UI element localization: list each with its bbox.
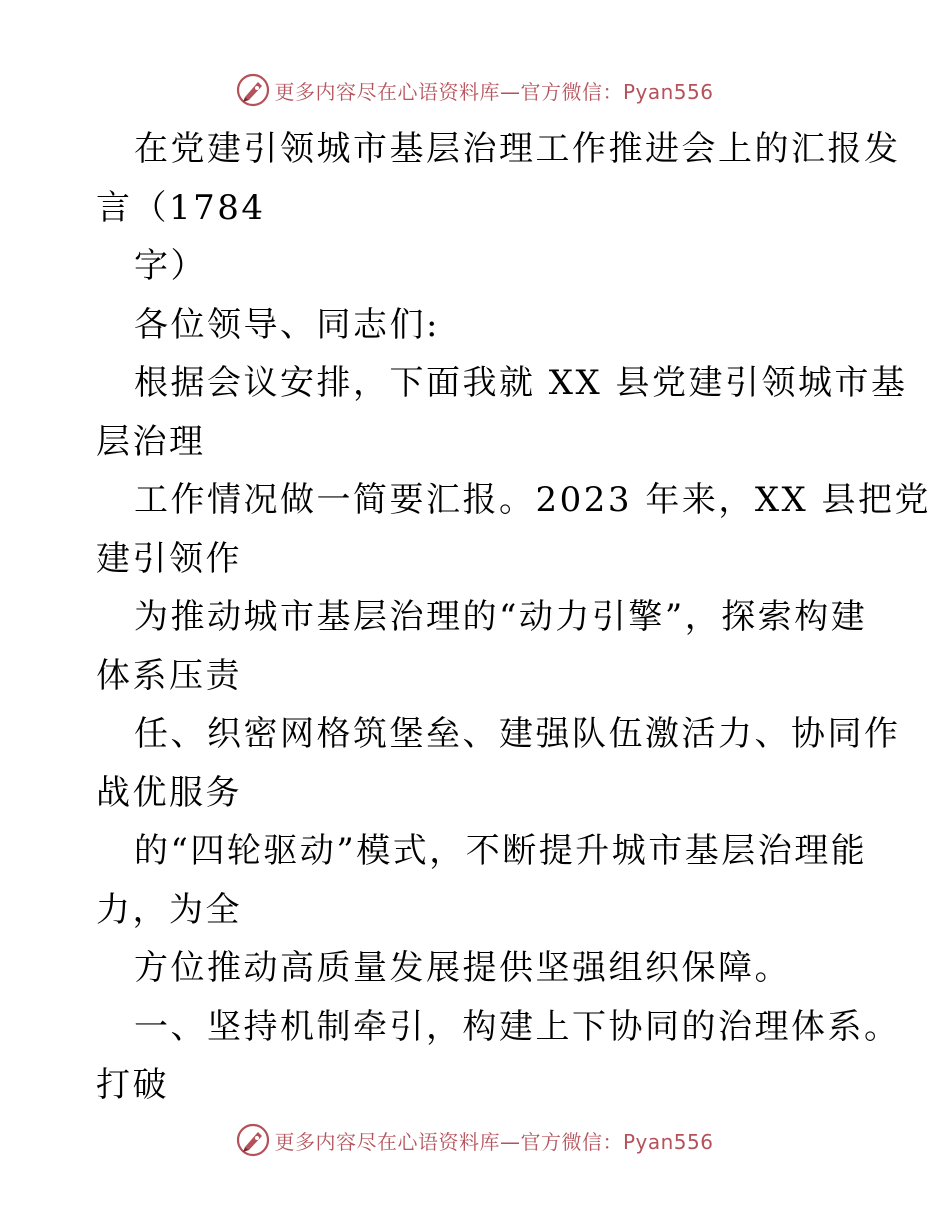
paragraph-line: 工作情况做一简要汇报。2023 年来，XX 县把党 bbox=[134, 480, 932, 520]
paragraph-line: 力，为全 bbox=[96, 889, 242, 930]
paragraph-line: 方位推动高质量发展提供坚强组织保障。 bbox=[134, 948, 791, 988]
paragraph-line: 的“四轮驱动”模式，不断提升城市基层治理能 bbox=[134, 831, 868, 871]
paragraph-line: 战优服务 bbox=[96, 772, 242, 813]
title-line-2: 言（1784 bbox=[96, 187, 266, 228]
document-body bbox=[96, 120, 932, 1115]
paragraph-line: 层治理 bbox=[96, 421, 206, 462]
paragraph-line: 根据会议安排，下面我就 XX 县党建引领城市基 bbox=[134, 363, 908, 403]
title-line-1: 在党建引领城市基层治理工作推进会上的汇报发 bbox=[134, 129, 901, 169]
paragraph-line: 任、织密网格筑堡垒、建强队伍激活力、协同作 bbox=[134, 714, 901, 754]
pen-logo-icon bbox=[236, 73, 270, 107]
paragraph-line: 建引领作 bbox=[96, 538, 242, 579]
paragraph-line: 体系压责 bbox=[96, 655, 242, 696]
title-line-3: 字） bbox=[134, 246, 207, 286]
section-heading-line: 一、坚持机制牵引，构建上下协同的治理体系。 bbox=[134, 1006, 901, 1047]
header-banner bbox=[0, 70, 950, 110]
header-banner-text: 更多内容尽在心语资料库—官方微信：Pyan556 bbox=[274, 79, 714, 104]
footer-banner-text: 更多内容尽在心语资料库—官方微信：Pyan556 bbox=[274, 1129, 714, 1154]
paragraph-line: 为推动城市基层治理的“动力引擎”，探索构建 bbox=[134, 597, 868, 637]
footer-banner bbox=[0, 1120, 950, 1160]
paragraph-line: 打破 bbox=[96, 1065, 169, 1105]
pen-logo-icon bbox=[236, 1123, 270, 1157]
salutation-line: 各位领导、同志们: bbox=[134, 304, 440, 345]
